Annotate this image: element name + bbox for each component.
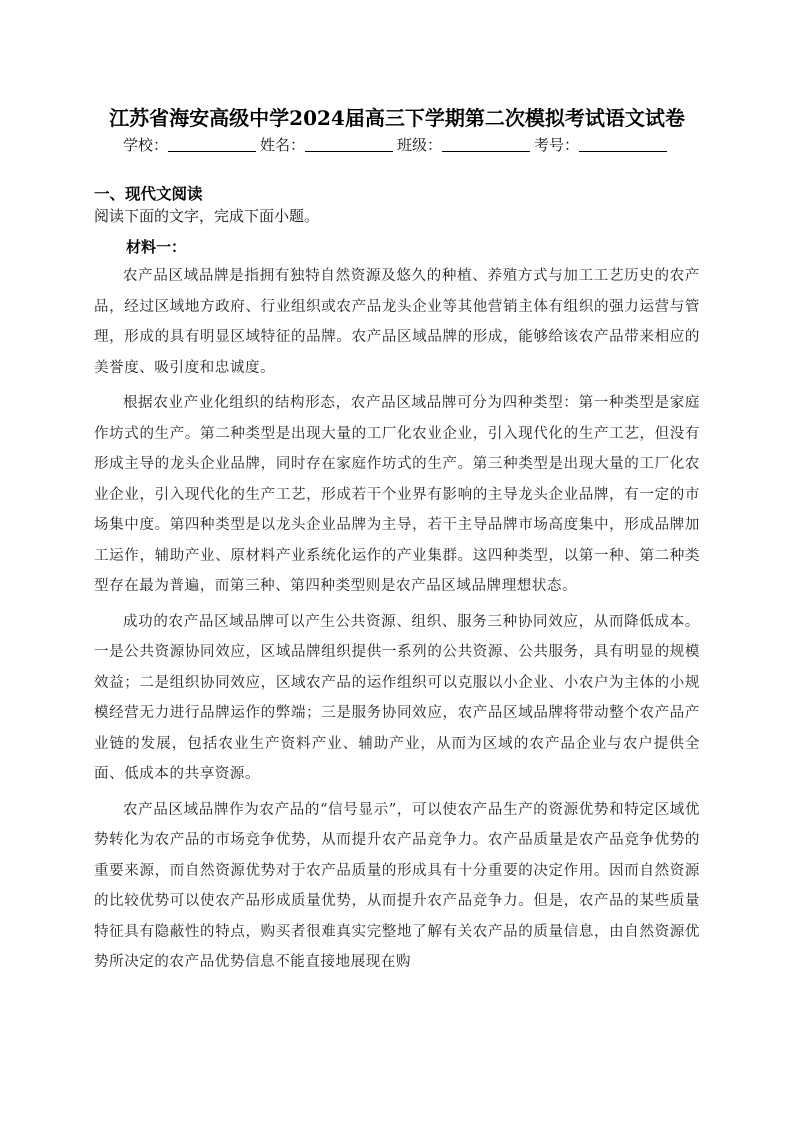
name-label: 姓名： — [259, 136, 305, 154]
exam-title: 江苏省海安高级中学2024届高三下学期第二次模拟考试语文试卷 — [109, 106, 685, 130]
section-heading: 一、现代文阅读 — [94, 185, 203, 203]
material-label: 材料一： — [126, 238, 187, 256]
exam-number-label: 考号： — [534, 136, 580, 154]
paragraph: 农产品区域品牌作为农产品的“信号显示”，可以使农产品生产的资源优势和特定区域优势转化为农产品的市场竞争优势，从而提升农产品竞争力。农产品质量是农产品竞争优势的重要来源，而自然资源优势对于农产品质量的形成具有十分重要的决定作用。因而自然资源的比较优势可以使农产品形成质量优势，从而提升农产品竞争力。但是，农产品的某些质量特征具有隐蔽性的特点，购买者很难真实完整地了解有关农产品的质量信息，由自然资源优势所决定的农产品优势信息不能直接地展现在购 — [94, 801, 700, 970]
section-instruction: 阅读下面的文字，完成下面小题。 — [94, 207, 320, 225]
school-label: 学校： — [122, 136, 168, 154]
name-blank[interactable] — [305, 137, 393, 152]
school-blank[interactable] — [168, 137, 256, 152]
class-blank[interactable] — [442, 137, 530, 152]
paragraph: 根据农业产业化组织的结构形态，农产品区域品牌可分为四种类型：第一种类型是家庭作坊式的生产。第二种类型是出现大量的工厂化农业企业，引入现代化的生产工艺，但没有形成主导的龙头企业品牌，同时存在家庭作坊式的生产。第三种类型是出现大量的工厂化农业企业，引入现代化的生产工艺，形成若干个业界有影响的主导龙头企业品牌，有一定的市场集中度。第四种类型是以龙头企业品牌为主导，若干主导品牌市场高度集中，形成品牌加工运作，辅助产业、原材料产业系统化运作的产业集群。这四种类型，以第一种、第二种类型存在最为普遍，而第三种、第四种类型则是农产品区域品牌理想状态。 — [94, 395, 700, 594]
student-info-line — [0, 134, 794, 155]
exam-number-blank[interactable] — [579, 137, 667, 152]
class-label: 班级： — [397, 136, 443, 154]
material-body — [94, 261, 700, 983]
paragraph: 成功的农产品区域品牌可以产生公共资源、组织、服务三种协同效应，从而降低成本。一是公共资源协同效应，区域品牌组织提供一系列的公共资源、公共服务，具有明显的规模效益；二是组织协同效应，区域农产品的运作组织可以克服以小企业、小农户为主体的小规模经营无力进行品牌运作的弊端；三是服务协同效应，农产品区域品牌将带动整个农产品产业链的发展，包括农业生产资料产业、辅助产业，从而为区域的农产品企业与农户提供全面、低成本的共享资源。 — [94, 613, 700, 782]
paragraph: 农产品区域品牌是指拥有独特自然资源及悠久的种植、养殖方式与加工工艺历史的农产品，经过区域地方政府、行业组织或农产品龙头企业等其他营销主体有组织的强力运营与管理，形成的具有明显区域特征的品牌。农产品区域品牌的形成，能够给该农产品带来相应的美誉度、吸引度和忠诚度。 — [94, 268, 700, 376]
